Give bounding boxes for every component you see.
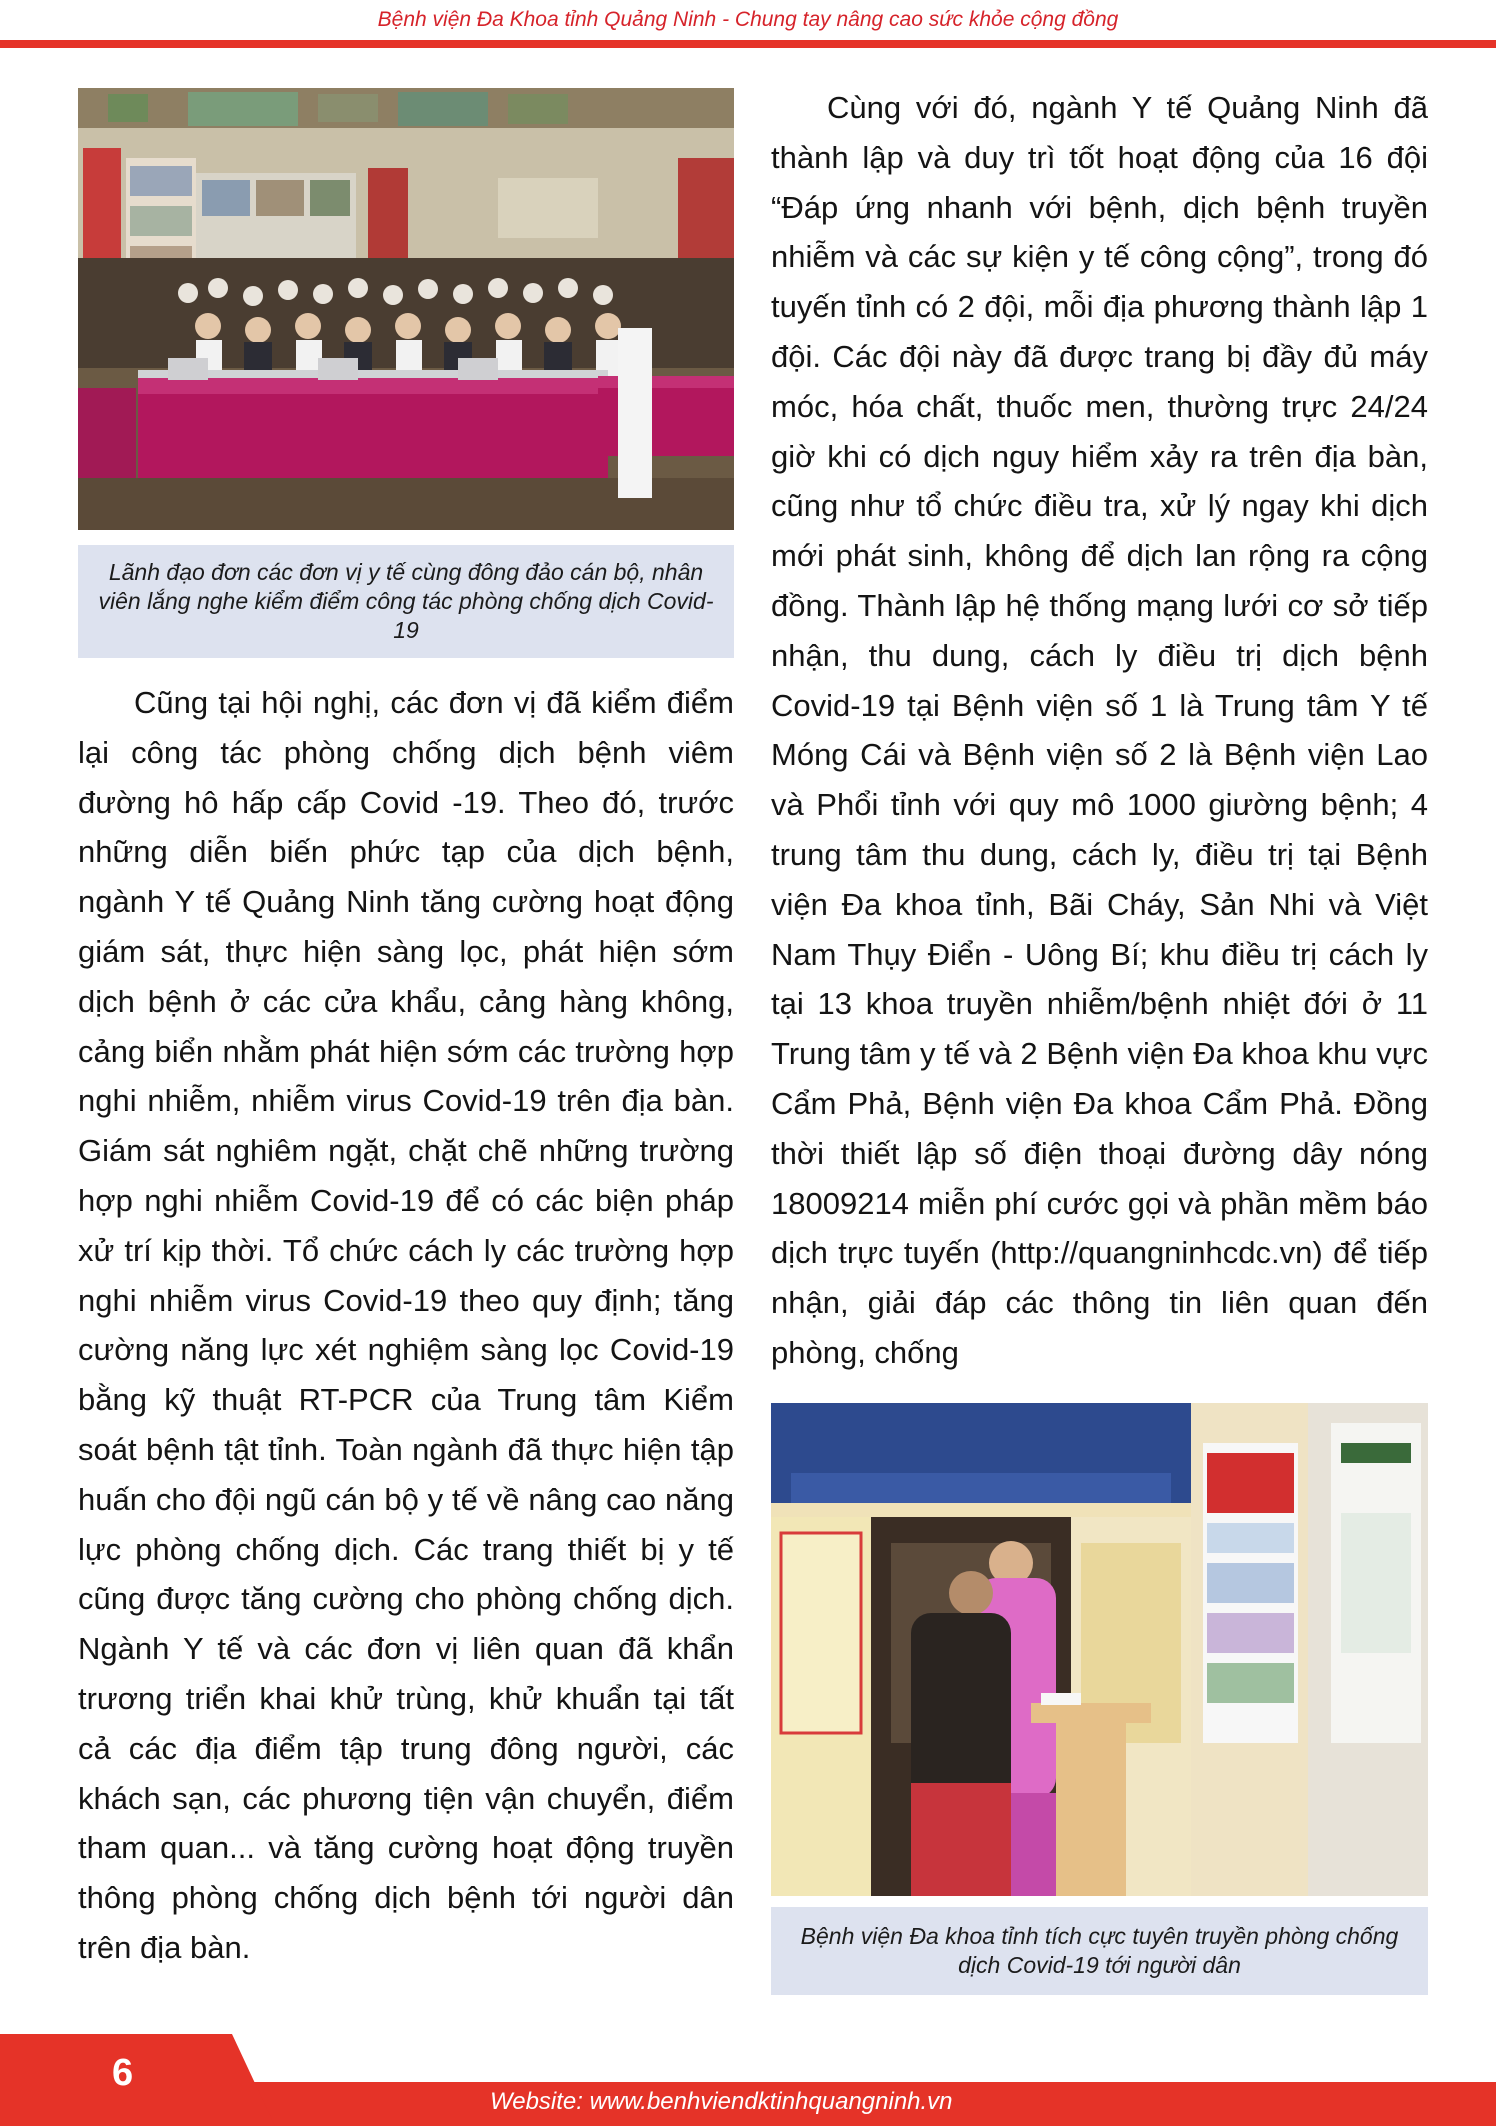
header-rule: [0, 40, 1496, 48]
running-header: Bệnh viện Đa Khoa tỉnh Quảng Ninh - Chung tay nâng cao sức khỏe cộng đồng: [377, 8, 1119, 31]
page-number-tab: [0, 2034, 275, 2126]
article-paragraph: Cũng tại hội nghị, các đơn vị đã kiểm điểm lại công tác phòng chống dịch bệnh viêm đường hô hấp cấp Covid -19. Theo đó, trước những diễn biến phức tạp của dịch bệnh, ngành Y tế Quảng Ninh tăng cường hoạt động giám sát, thực hiện sàng lọc, phát hiện sớm dịch bệnh ở các cửa khẩu, cảng hàng không, cảng biển nhằm phát hiện sớm các trường hợp nghi nhiễm, nhiễm virus Covid-19 trên địa bàn. Giám sát nghiêm ngặt, chặt chẽ những trường hợp nghi nhiễm Covid-19 để có các biện pháp xử trí kịp thời. Tổ chức cách ly các trường hợp nghi nhiễm virus Covid-19 theo quy định; tăng cường năng lực xét nghiệm sàng lọc Covid-19 bằng kỹ thuật RT-PCR của Trung tâm Kiểm soát bệnh tật tỉnh. Toàn ngành đã thực hiện tập huấn cho đội ngũ cán bộ y tế về nâng cao năng lực phòng chống dịch. Các trang thiết bị y tế cũng được tăng cường cho phòng chống dịch. Ngành Y tế và các đơn vị liên quan đã khẩn trương triển khai khử trùng, khử khuẩn tại tất cả các địa điểm tập trung đông người, các khách sạn, các phương tiện vận chuyển, điểm tham quan... và tăng cường hoạt động truyền thông phòng chống dịch bệnh tới người dân trên địa bàn.: [78, 685, 734, 1965]
conference-photo: [78, 88, 734, 530]
caption-text: Lãnh đạo đơn các đơn vị y tế cùng đông đảo cán bộ, nhân viên lắng nghe kiểm điểm công tác phòng chống dịch Covid-19: [98, 559, 714, 643]
article-right-column: [771, 83, 1428, 1378]
propaganda-photo-caption: [771, 1907, 1428, 1995]
page-number: 6: [112, 2052, 134, 2094]
caption-text: Bệnh viện Đa khoa tỉnh tích cực tuyên truyền phòng chống dịch Covid-19 tới người dân: [800, 1923, 1399, 1978]
article-left-column: [78, 678, 734, 1973]
article-paragraph: Cùng với đó, ngành Y tế Quảng Ninh đã thành lập và duy trì tốt hoạt động của 16 đội “Đáp ứng nhanh với bệnh, dịch bệnh truyền nhiễm và các sự kiện y tế công cộng”, trong đó tuyến tỉnh có 2 đội, mỗi địa phương thành lập 1 đội. Các đội này đã được trang bị đầy đủ máy móc, hóa chất, thuốc men, thường trực 24/24 giờ khi có dịch nguy hiểm xảy ra trên địa bàn, cũng như tổ chức điều tra, xử lý ngay khi dịch mới phát sinh, không để dịch lan rộng ra cộng đồng. Thành lập hệ thống mạng lưới cơ sở tiếp nhận, thu dung, cách ly điều trị dịch bệnh Covid-19 tại Bệnh viện số 1 là Trung tâm Y tế Móng Cái và Bệnh viện số 2 là Bệnh viện Lao và Phổi tỉnh với quy mô 1000 giường bệnh; 4 trung tâm thu dung, cách ly, điều trị tại Bệnh viện Đa khoa tỉnh, Bãi Cháy, Sản Nhi và Việt Nam Thụy Điển - Uông Bí; khu điều trị cách ly tại 13 khoa truyền nhiễm/bệnh nhiệt đới ở 11 Trung tâm y tế và 2 Bệnh viện Đa khoa khu vực Cẩm Phả, Bệnh viện Đa khoa Cẩm Phả. Đồng thời thiết lập số điện thoại đường dây nóng 18009214 miễn phí cước gọi và phần mềm báo dịch trực tuyến (http://quangninhcdc.vn) để tiếp nhận, giải đáp các thông tin liên quan đến phòng, chống: [771, 90, 1428, 1370]
propaganda-photo: [771, 1403, 1428, 1896]
conference-photo-caption: [78, 545, 734, 658]
website-link[interactable]: Website: www.benhviendktinhquangninh.vn: [490, 2088, 953, 2115]
